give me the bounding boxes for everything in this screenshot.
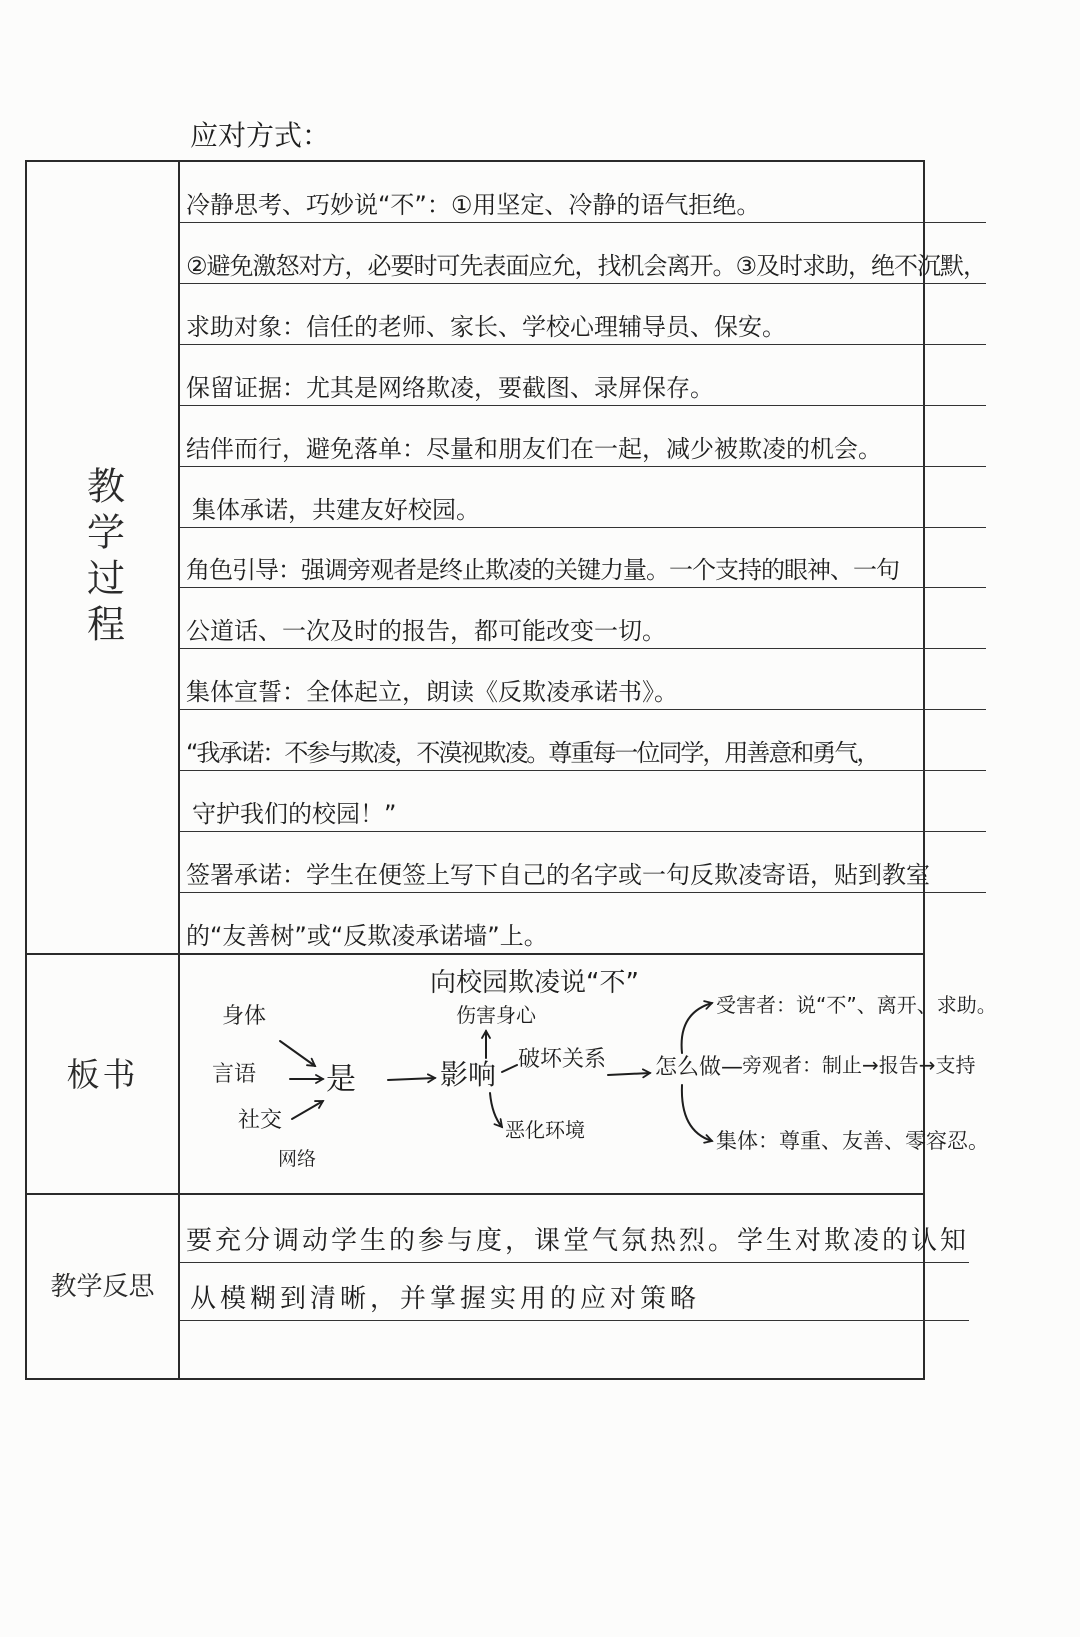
blackboard-label-cell bbox=[27, 955, 180, 1193]
process-line: 公道话、一次及时的报告，都可能改变一切。 bbox=[180, 588, 986, 649]
process-line: “我承诺：不参与欺凌，不漠视欺凌。尊重每一位同学，用善意和勇气， bbox=[180, 710, 986, 771]
effect-environment: 恶化环境 bbox=[505, 1118, 585, 1142]
process-line: 求助对象：信任的老师、家长、学校心理辅导员、保安。 bbox=[180, 284, 986, 345]
process-line: ②避免激怒对方，必要时可先表面应允，找机会离开。③及时求助，绝不沉默， bbox=[180, 223, 986, 284]
arrow-how-to-collective bbox=[682, 1085, 712, 1141]
arrow-social-to-is bbox=[292, 1101, 323, 1119]
board-title: 向校园欺凌说“不” bbox=[430, 968, 639, 998]
reflection-section bbox=[27, 1195, 970, 1378]
lesson-plan-table bbox=[25, 160, 997, 1380]
reflection-label-cell bbox=[27, 1195, 180, 1378]
reflection-line: 要充分调动学生的参与度，课堂气氛热烈。学生对欺凌的认知 bbox=[180, 1195, 969, 1263]
form-body: 身体 bbox=[222, 1004, 267, 1029]
role-collective: 集体：尊重、友善、零容忍。 bbox=[716, 1129, 989, 1153]
teaching-process-section bbox=[27, 162, 987, 955]
process-line: 守护我们的校园！” bbox=[180, 771, 986, 832]
arrow-is-to-impact bbox=[388, 1078, 435, 1080]
arrow-to-how bbox=[608, 1073, 650, 1075]
teaching-process-content bbox=[180, 162, 986, 953]
process-line: 签署承诺：学生在便签上写下自己的名字或一句反欺凌寄语，贴到教室 bbox=[180, 832, 986, 893]
process-line: 集体承诺，共建友好校园。 bbox=[180, 467, 986, 528]
process-line: 保留证据：尤其是网络欺凌，要截图、录屏保存。 bbox=[180, 345, 986, 406]
teaching-process-label-cell bbox=[27, 162, 180, 953]
is-node: 是 bbox=[326, 1062, 356, 1097]
role-victim: 受害者：说“不”、离开、求助。 bbox=[716, 993, 997, 1017]
effect-relations: 破坏关系 bbox=[518, 1047, 607, 1072]
reflection-content bbox=[180, 1195, 969, 1378]
process-line: 结伴而行，避免落单：尽量和朋友们在一起，减少被欺凌的机会。 bbox=[180, 406, 986, 467]
arrow-impact-to-environment bbox=[490, 1093, 502, 1127]
process-line: 的“友善树”或“反欺凌承诺墙”上。 bbox=[186, 921, 548, 950]
coping-methods-heading: 应对方式： bbox=[190, 119, 331, 152]
process-line: 角色引导：强调旁观者是终止欺凌的关键力量。一个支持的眼神、一句 bbox=[180, 528, 986, 589]
blackboard-section bbox=[27, 955, 997, 1195]
stroke-impact-to-relations bbox=[502, 1065, 517, 1072]
arrow-body-to-is bbox=[280, 1041, 315, 1066]
arrow-how-to-victim bbox=[682, 1003, 712, 1053]
process-line: 集体宣誓：全体起立，朗读《反欺凌承诺书》。 bbox=[180, 649, 986, 710]
reflection-empty-line bbox=[180, 1321, 969, 1378]
reflection-label: 教学反思 bbox=[50, 1271, 155, 1302]
teaching-process-lines bbox=[180, 162, 986, 953]
process-line: 冷静思考、巧妙说“不”：①用坚定、冷静的语气拒绝。 bbox=[180, 162, 986, 223]
blackboard-label: 板书 bbox=[66, 1054, 139, 1094]
reflection-line: 从模糊到清晰，并掌握实用的应对策略 bbox=[180, 1263, 969, 1321]
form-social: 社交 bbox=[238, 1108, 283, 1133]
effect-harm: 伤害身心 bbox=[456, 1003, 536, 1027]
role-bystander: 旁观者：制止→报告→支持 bbox=[742, 1053, 976, 1077]
form-online: 网络 bbox=[278, 1148, 317, 1170]
how-node: 怎么做— bbox=[655, 1055, 744, 1080]
blackboard-diagram bbox=[180, 955, 997, 1193]
reflection-lines bbox=[180, 1195, 969, 1378]
teaching-process-label: 教学过程 bbox=[80, 465, 125, 650]
impact-node: 影响 bbox=[440, 1058, 497, 1091]
form-verbal: 言语 bbox=[212, 1062, 257, 1087]
